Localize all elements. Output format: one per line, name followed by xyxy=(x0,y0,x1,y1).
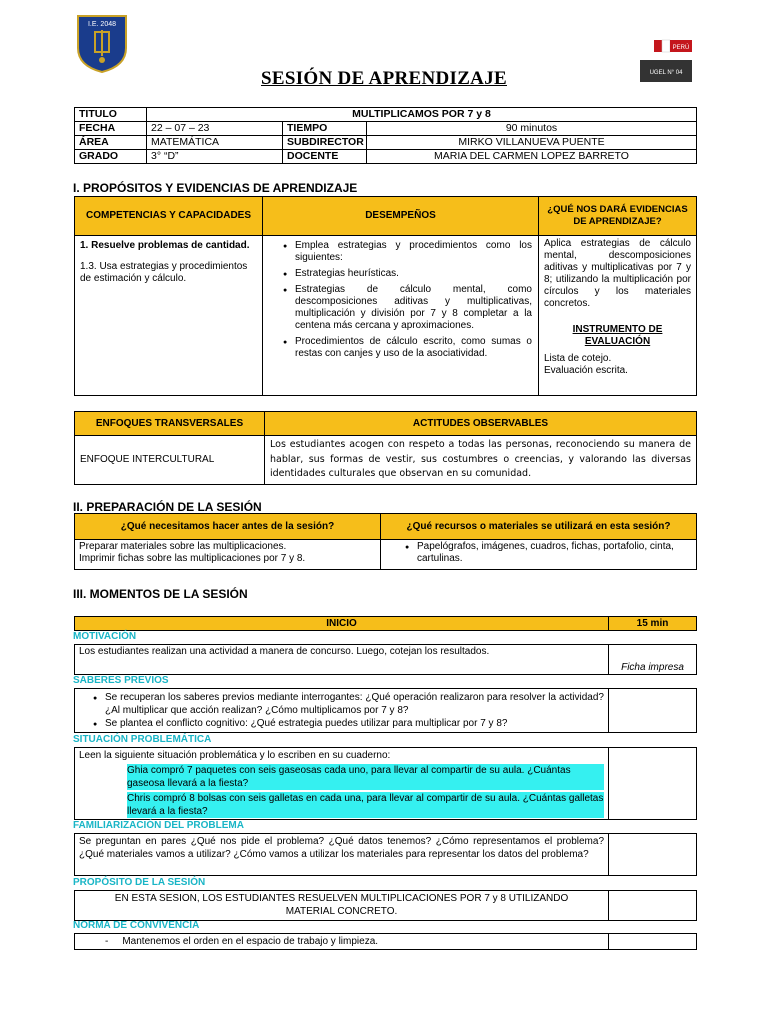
saberes-heading: SABERES PREVIOS xyxy=(73,675,169,686)
school-logo-label: I.E. 2048 xyxy=(87,21,117,28)
subdirector-label: SUBDIRECTOR xyxy=(283,136,367,150)
proposito-table xyxy=(74,890,697,921)
motivacion-text: Los estudiantes realizan una actividad a manera de concurso. Luego, cotejan los resultados. xyxy=(75,645,609,675)
capacidad-text: 1.3. Usa estrategias y procedimientos de estimación y cálculo. xyxy=(80,261,248,284)
proposito-heading: PROPÓSITO DE LA SESIÓN xyxy=(73,877,206,888)
fecha-value: 22 – 07 – 23 xyxy=(147,122,283,136)
competencias-table xyxy=(74,196,697,396)
desempenos-header: DESEMPEÑOS xyxy=(263,197,539,236)
recursos-header: ¿Qué recursos o materiales se utilizará en esta sesión? xyxy=(381,514,697,540)
enfoques-table xyxy=(74,411,697,485)
tiempo-label: TIEMPO xyxy=(283,122,367,136)
preparacion-table xyxy=(74,513,697,570)
situacion-table xyxy=(74,747,697,820)
proposito-text: EN ESTA SESION, LOS ESTUDIANTES RESUELVEN MULTIPLICACIONES POR 7 y 8 UTILIZANDO MATERIAL CONCRETO. xyxy=(75,891,609,921)
inicio-header-table xyxy=(74,616,697,631)
problem-2: Chris compró 8 bolsas con seis galletas en cada una, para llevar al compartir de su aula. ¿Cuántas galletas llevará a la fiesta? xyxy=(127,793,604,817)
titulo-label: TITULO xyxy=(75,108,147,122)
instrumento-item: Evaluación escrita. xyxy=(544,365,628,376)
situacion-intro: Leen la siguiente situación problemática y lo escriben en su cuaderno: xyxy=(79,750,391,761)
motivacion-heading: MOTIVACIÓN xyxy=(73,631,137,642)
evidencia-text: Aplica estrategias de cálculo mental, descomposiciones aditivas y multiplicativas por 7 y 8; utilizando la multiplicación por círculos y los materiales concretos. xyxy=(544,238,691,309)
section2-heading: II. PREPARACIÓN DE LA SESIÓN xyxy=(73,500,262,514)
area-value: MATEMÁTICA xyxy=(147,136,283,150)
gov-logo-label: PERÚ xyxy=(672,45,690,51)
instrumento-heading: INSTRUMENTO DE EVALUACIÓN xyxy=(572,324,663,347)
desempenos-list xyxy=(281,240,532,360)
document-title: SESIÓN DE APRENDIZAJE xyxy=(261,68,507,89)
familiarizacion-table xyxy=(74,833,697,876)
docente-label: DOCENTE xyxy=(283,150,367,164)
inicio-label: INICIO xyxy=(75,617,609,631)
antes-line: Imprimir fichas sobre las multiplicaciones por 7 y 8. xyxy=(79,553,306,564)
grado-value: 3° “D” xyxy=(147,150,283,164)
grado-label: GRADO xyxy=(75,150,147,164)
problem-1: Ghia compró 7 paquetes con seis gaseosas cada uno, para llevar al compartir de su aula. ¿Cuántas gaseosa llevará a la fiesta? xyxy=(127,764,604,790)
actitudes-header: ACTITUDES OBSERVABLES xyxy=(265,412,697,436)
norma-table xyxy=(74,933,697,950)
instrumento-item: Lista de cotejo. xyxy=(544,353,612,364)
section3-heading: III. MOMENTOS DE LA SESIÓN xyxy=(73,587,248,601)
enfoque-value: ENFOQUE INTERCULTURAL xyxy=(75,436,265,485)
desempeno-item: ● Estrategias heurísticas. xyxy=(295,268,532,280)
desempeno-item: ● Procedimientos de cálculo escrito, como sumas o restas con canjes y uso de la asociatividad. xyxy=(295,336,532,360)
recursos-item: ● Papelógrafos, imágenes, cuadros, fichas, portafolio, cinta, cartulinas. xyxy=(417,541,690,565)
competencias-header: COMPETENCIAS Y CAPACIDADES xyxy=(75,197,263,236)
inicio-time: 15 min xyxy=(609,617,697,631)
actitud-value: Los estudiantes acogen con respeto a todas las personas, reconociendo su manera de hablar, sus formas de vestir, sus costumbres o creencias, y valorando las diversas identidades culturales que observan en su comunidad. xyxy=(265,436,697,485)
school-logo xyxy=(74,14,130,74)
fecha-label: FECHA xyxy=(75,122,147,136)
situacion-heading: SITUACIÓN PROBLEMÁTICA xyxy=(73,734,212,745)
section1-heading: I. PROPÓSITOS Y EVIDENCIAS DE APRENDIZAJE xyxy=(73,181,358,195)
saberes-item: ● Se plantea el conflicto cognitivo: ¿Qué estrategia puedes utilizar para multiplicar por 7 y 8? xyxy=(105,717,604,730)
gov-logo-sublabel: UGEL N° 04 xyxy=(649,70,683,76)
desempeno-item: ● Emplea estrategias y procedimientos como los siguientes: xyxy=(295,240,532,264)
enfoques-header: ENFOQUES TRANSVERSALES xyxy=(75,412,265,436)
info-table xyxy=(74,107,697,164)
norma-dash: - xyxy=(105,936,109,947)
norma-heading: NORMA DE CONVIVENCIA xyxy=(73,920,200,931)
saberes-table xyxy=(74,688,697,733)
familiarizacion-text: Se preguntan en pares ¿Qué nos pide el problema? ¿Qué datos tenemos? ¿Cómo representamos el problema? ¿Qué materiales vamos a utilizar? ¿Cómo vamos a utilizar los materiales para representar los datos del problema? xyxy=(75,834,609,876)
area-label: ÁREA xyxy=(75,136,147,150)
tiempo-value: 90 minutos xyxy=(367,122,697,136)
motivacion-resource: Ficha impresa xyxy=(609,645,697,675)
antes-header: ¿Qué necesitamos hacer antes de la sesión? xyxy=(75,514,381,540)
docente-value: MARIA DEL CARMEN LOPEZ BARRETO xyxy=(367,150,697,164)
familiarizacion-heading: FAMILIARIZACIÓN DEL PROBLEMA xyxy=(73,820,244,831)
evidencias-header: ¿QUÉ NOS DARÁ EVIDENCIAS DE APRENDIZAJE? xyxy=(539,197,697,236)
norma-text: Mantenemos el orden en el espacio de trabajo y limpieza. xyxy=(122,936,379,947)
antes-line: Preparar materiales sobre las multiplicaciones. xyxy=(79,541,287,552)
titulo-value: MULTIPLICAMOS POR 7 y 8 xyxy=(147,108,697,122)
desempeno-item: ● Estrategias de cálculo mental, como descomposiciones aditivas y multiplicativas, multiplicación y división por 7 y 8 completar a la centena más cercana y aproximaciones. xyxy=(295,284,532,332)
competencia-text: 1. Resuelve problemas de cantidad. xyxy=(80,240,250,251)
saberes-item: ● Se recuperan los saberes previos mediante interrogantes: ¿Qué operación realizaron para resolver la actividad? ¿Al multiplicar que acción realizan? ¿Cómo multiplicamos por 7 y 8? xyxy=(105,691,604,717)
motivacion-table xyxy=(74,644,697,675)
subdirector-value: MIRKO VILLANUEVA PUENTE xyxy=(367,136,697,150)
